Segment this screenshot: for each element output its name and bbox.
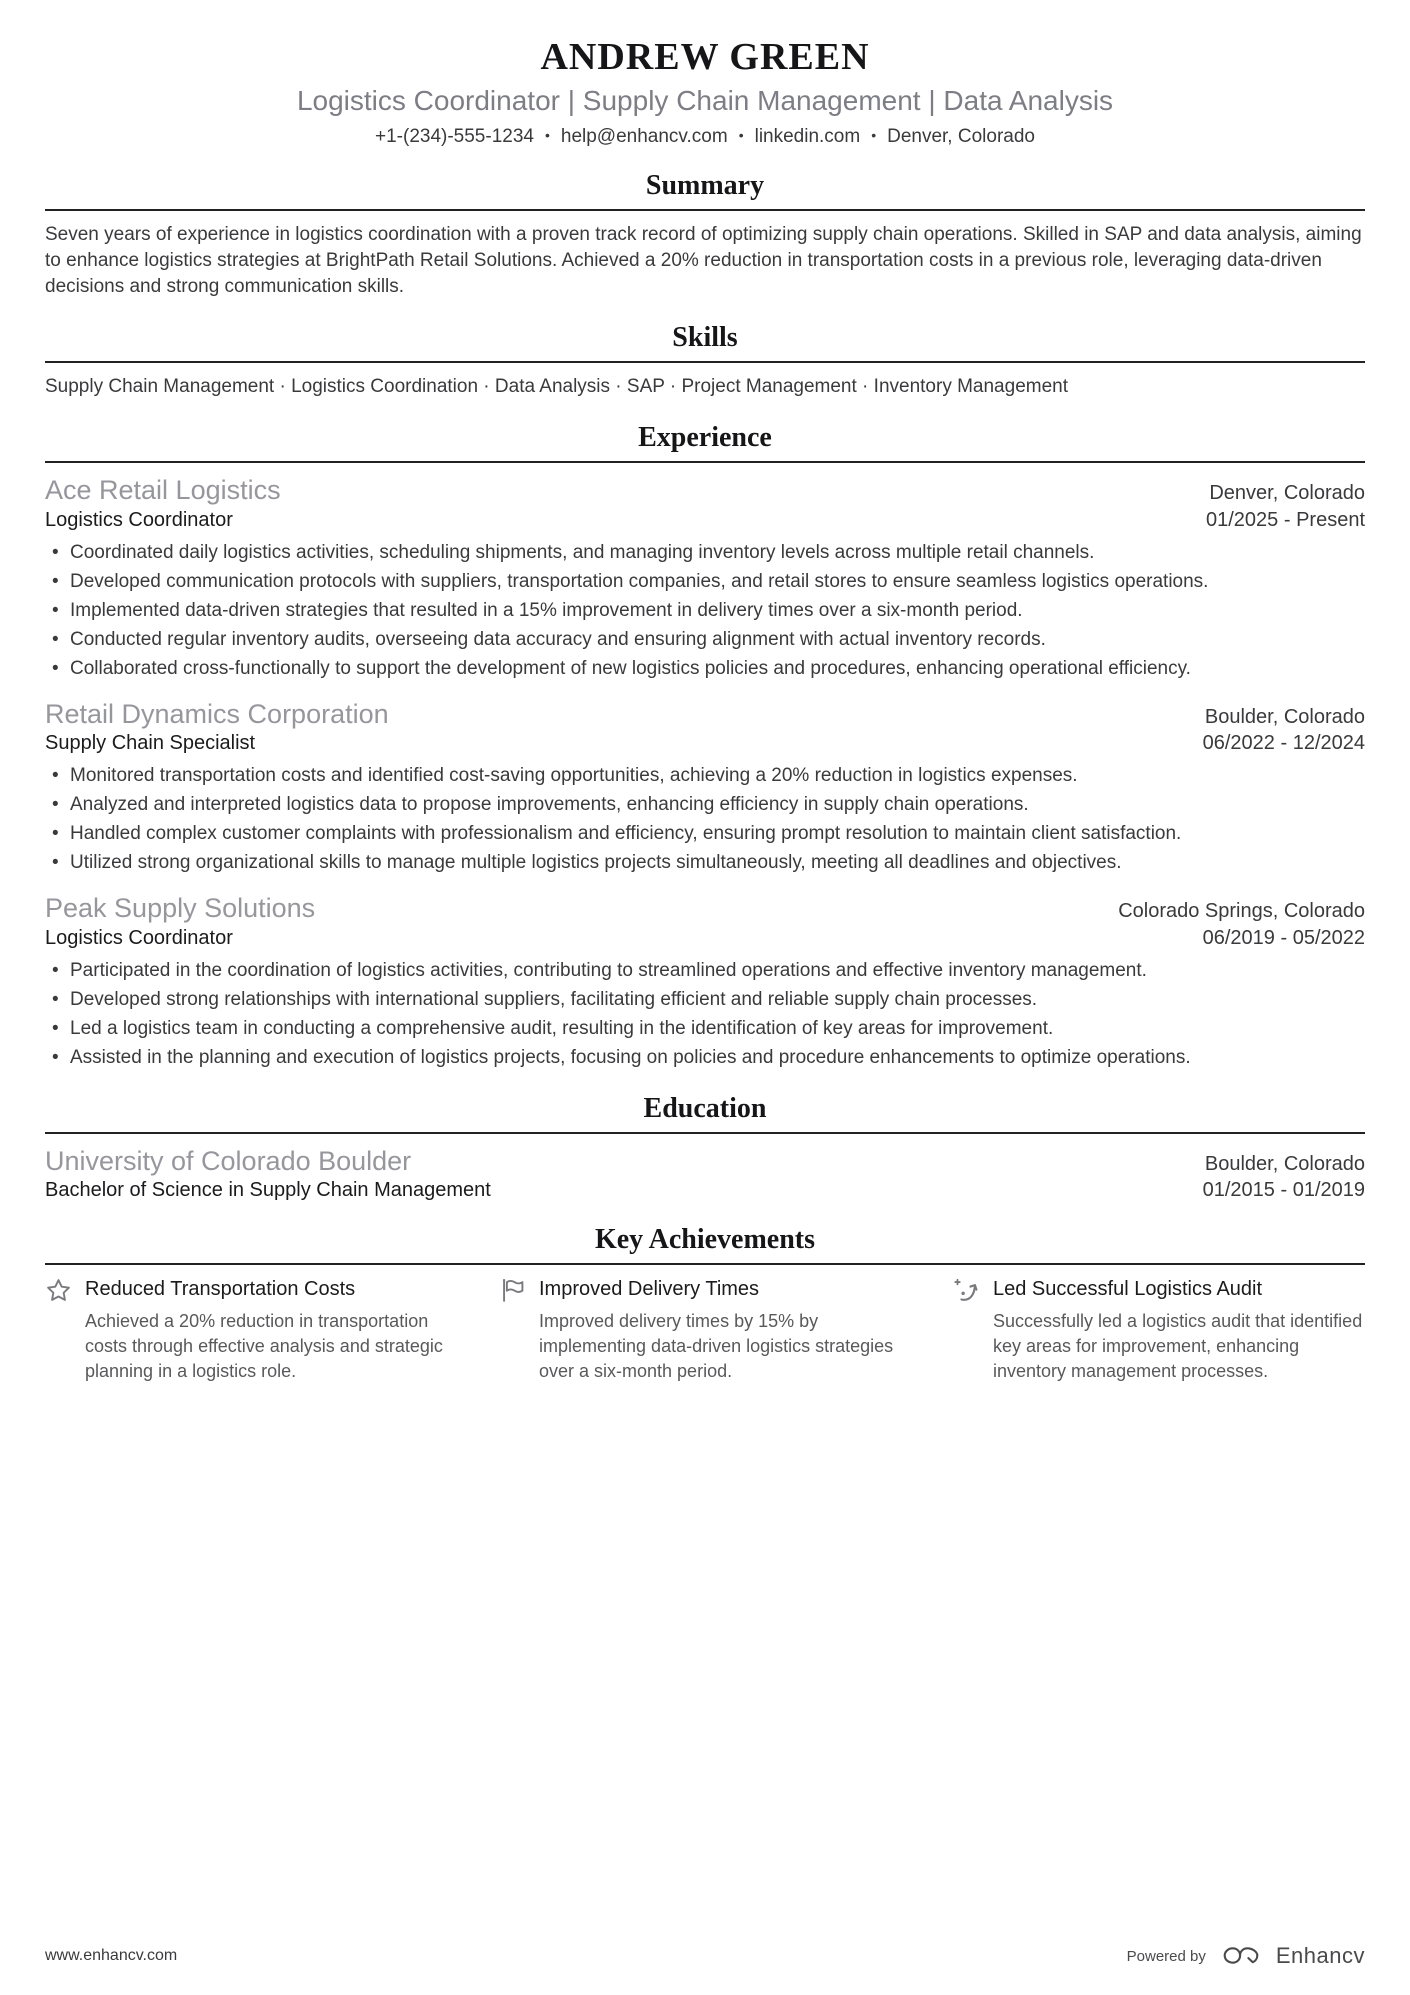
achievements-section <box>45 1224 1365 1384</box>
job-bullet-list <box>45 958 1365 1071</box>
achievement-item <box>499 1276 911 1384</box>
education-section <box>45 1093 1365 1203</box>
job-bullet: • Conducted regular inventory audits, overseeing data accuracy and ensuring alignment with actual inventory records. <box>45 627 1365 653</box>
powered-by-label: Powered by <box>1126 1947 1206 1965</box>
company-name: Retail Dynamics Corporation <box>45 698 389 729</box>
degree-name: Bachelor of Science in Supply Chain Management <box>45 1179 491 1202</box>
experience-heading: Experience <box>638 422 772 454</box>
achievement-title: Led Successful Logistics Audit <box>993 1278 1263 1301</box>
skills-list: Supply Chain Management · Logistics Coordination · Data Analysis · SAP · Project Management · Inventory Management <box>45 376 1068 398</box>
job-dates: 01/2025 - Present <box>1206 508 1365 531</box>
achievement-title: Improved Delivery Times <box>539 1278 760 1301</box>
job-bullet: • Analyzed and interpreted logistics data to propose improvements, enhancing efficiency in supply chain operations. <box>45 792 1365 818</box>
contact-email[interactable]: help@enhancv.com <box>560 125 728 147</box>
section-divider <box>45 1263 1365 1265</box>
job-bullet-list <box>45 540 1365 682</box>
trajectory-arrow-icon <box>953 1277 980 1304</box>
achievement-item <box>953 1276 1365 1384</box>
job-title: Supply Chain Specialist <box>45 732 256 755</box>
contact-location: Denver, Colorado <box>887 125 1035 147</box>
page-footer <box>45 1943 1365 1969</box>
job-bullet: • Implemented data-driven strategies that resulted in a 15% improvement in delivery times over a six-month period. <box>45 598 1365 624</box>
school-location: Boulder, Colorado <box>1204 1152 1365 1175</box>
footer-site-link[interactable]: www.enhancv.com <box>45 1947 178 1964</box>
achievement-text: Successfully led a logistics audit that identified key areas for improvement, enhancing inventory management processes. <box>993 1311 1363 1382</box>
resume-header <box>45 36 1365 148</box>
contact-separator: • <box>871 126 877 143</box>
job-bullet: • Collaborated cross-functionally to support the development of new logistics policies and procedures, enhancing operational efficiency. <box>45 656 1365 682</box>
star-icon <box>45 1277 72 1304</box>
achievement-text: Improved delivery times by 15% by implementing data-driven logistics strategies over a six-month period. <box>539 1311 894 1382</box>
job-location: Colorado Springs, Colorado <box>1118 900 1365 923</box>
skills-heading: Skills <box>672 322 738 354</box>
achievements-heading: Key Achievements <box>594 1224 816 1256</box>
section-divider <box>45 461 1365 463</box>
contact-link[interactable]: linkedin.com <box>754 125 861 147</box>
education-heading: Education <box>643 1092 767 1124</box>
job-location: Denver, Colorado <box>1209 482 1365 505</box>
job-bullet: • Coordinated daily logistics activities, scheduling shipments, and managing inventory levels across multiple retail channels. <box>45 540 1365 566</box>
summary-section <box>45 170 1365 300</box>
school-name: University of Colorado Boulder <box>45 1145 412 1176</box>
section-divider <box>45 209 1365 211</box>
job-bullet: • Participated in the coordination of logistics activities, contributing to streamlined operations and effective inventory management. <box>45 958 1365 984</box>
achievement-body <box>993 1276 1365 1384</box>
job-bullet: • Utilized strong organizational skills to manage multiple logistics projects simultaneously, meeting all deadlines and objectives. <box>45 850 1365 876</box>
job-title: Logistics Coordinator <box>45 926 233 949</box>
education-entry <box>45 1145 1365 1202</box>
contact-line <box>45 126 1365 148</box>
education-dates: 01/2015 - 01/2019 <box>1202 1179 1365 1202</box>
job-bullet: • Developed communication protocols with suppliers, transportation companies, and retail stores to ensure seamless logistics operations. <box>45 569 1365 595</box>
job-bullet: • Handled complex customer complaints with professionalism and efficiency, ensuring prompt resolution to maintain client satisfaction. <box>45 821 1365 847</box>
summary-text: Seven years of experience in logistics coordination with a proven track record of optimizing supply chain operations. Skilled in SAP and data analysis, aiming to enhance logistics strategies at BrightPath Retail Solutions. Achieved a 20% reduction in transportation costs in a previous role, leveraging data-driven decisions and strong communication skills. <box>45 224 1362 298</box>
achievement-body <box>539 1276 911 1384</box>
job-dates: 06/2019 - 05/2022 <box>1202 926 1365 949</box>
experience-entry <box>45 698 1365 876</box>
job-bullet: • Monitored transportation costs and identified cost-saving opportunities, achieving a 20% reduction in logistics expenses. <box>45 763 1365 789</box>
section-divider <box>45 1132 1365 1134</box>
candidate-headline: Logistics Coordinator | Supply Chain Management | Data Analysis <box>296 84 1114 116</box>
job-bullet: • Developed strong relationships with international suppliers, facilitating efficient and reliable supply chain processes. <box>45 987 1365 1013</box>
job-bullet: • Assisted in the planning and execution of logistics projects, focusing on policies and procedure enhancements to optimize operations. <box>45 1045 1365 1071</box>
enhancv-wordmark[interactable]: Enhancv <box>1275 1943 1365 1968</box>
job-bullet: • Led a logistics team in conducting a comprehensive audit, resulting in the identification of key areas for improvement. <box>45 1016 1365 1042</box>
job-location: Boulder, Colorado <box>1204 705 1365 728</box>
achievement-body <box>85 1276 457 1384</box>
job-bullet-list <box>45 763 1365 876</box>
achievements-grid <box>45 1276 1365 1384</box>
achievement-title: Reduced Transportation Costs <box>85 1278 356 1301</box>
contact-separator: • <box>738 126 744 143</box>
job-dates: 06/2022 - 12/2024 <box>1202 732 1365 755</box>
experience-entry <box>45 892 1365 1070</box>
enhancv-logo-icon <box>1218 1944 1264 1968</box>
achievement-item <box>45 1276 457 1384</box>
company-name: Ace Retail Logistics <box>45 475 281 506</box>
experience-section <box>45 422 1365 1070</box>
achievement-text: Achieved a 20% reduction in transportation costs through effective analysis and strategic planning in a logistics role. <box>85 1311 443 1382</box>
contact-phone: +1-(234)-555-1234 <box>375 125 534 147</box>
experience-entry <box>45 474 1365 681</box>
skills-section <box>45 322 1365 400</box>
section-divider <box>45 361 1365 363</box>
summary-heading: Summary <box>645 169 765 201</box>
flag-icon <box>499 1277 526 1304</box>
job-title: Logistics Coordinator <box>45 508 233 531</box>
candidate-name: ANDREW GREEN <box>540 36 870 78</box>
company-name: Peak Supply Solutions <box>45 893 316 924</box>
contact-separator: • <box>544 126 550 143</box>
powered-by-group <box>1127 1943 1365 1969</box>
